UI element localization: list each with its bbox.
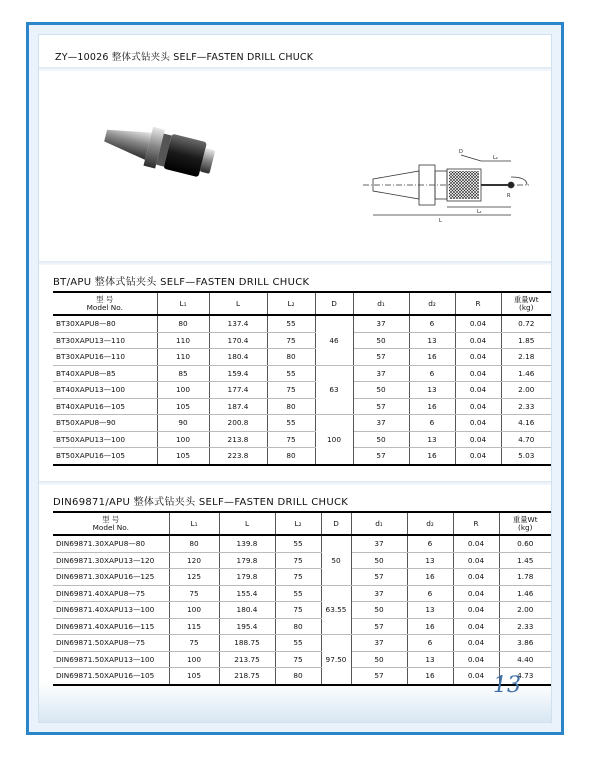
cell-l1: 100 [169, 602, 219, 619]
cell-r: 0.04 [455, 398, 501, 415]
cell-l1: 100 [157, 382, 209, 399]
cell-d2: 16 [409, 448, 455, 465]
cell-weight: 1.45 [499, 552, 551, 569]
cell-model: DIN69871.50XAPU13—100 [53, 651, 169, 668]
cell-d2: 6 [409, 365, 455, 382]
cell-l: 170.4 [209, 332, 267, 349]
cell-d2: 6 [409, 415, 455, 432]
col-header-r: R [455, 292, 501, 315]
col-header-l: L [209, 292, 267, 315]
cell-l: 177.4 [209, 382, 267, 399]
col-header-weight [499, 512, 551, 535]
col-header-l2: L₂ [267, 292, 315, 315]
cell-model: DIN69871.50XAPU16—105 [53, 668, 169, 685]
cell-d1: 57 [351, 569, 407, 586]
cell-l1: 110 [157, 349, 209, 366]
cell-r: 0.04 [455, 349, 501, 366]
table-row [53, 535, 551, 552]
drawing-label-l: L [439, 218, 442, 224]
cell-r: 0.04 [455, 431, 501, 448]
drill-chuck-technical-drawing [361, 141, 531, 231]
cell-d1: 50 [353, 431, 409, 448]
cell-model: BT30XAPU16—110 [53, 349, 157, 366]
cell-r: 0.04 [455, 332, 501, 349]
table-row [53, 602, 551, 619]
col-header-d1: d₁ [351, 512, 407, 535]
col-header-model-cn: 型 号 [102, 514, 120, 524]
cell-d1: 57 [351, 618, 407, 635]
cell-r: 0.04 [453, 552, 499, 569]
cell-d-group: 50 [321, 535, 351, 585]
cell-l: 159.4 [209, 365, 267, 382]
cell-d1: 37 [353, 315, 409, 332]
drawing-label-d: D [459, 149, 463, 155]
cell-r: 0.04 [453, 535, 499, 552]
cell-d1: 57 [353, 398, 409, 415]
drawing-label-r: R [507, 193, 511, 199]
cell-l2: 75 [275, 651, 321, 668]
cell-weight: 0.60 [499, 535, 551, 552]
col-header-weight-unit: (kg) [518, 302, 534, 312]
cell-weight: 0.72 [501, 315, 551, 332]
cell-l2: 75 [275, 602, 321, 619]
cell-l2: 75 [275, 569, 321, 586]
cell-d2: 13 [409, 382, 455, 399]
table-row [53, 332, 551, 349]
cell-l1: 100 [169, 651, 219, 668]
cell-l1: 125 [169, 569, 219, 586]
cell-l2: 80 [267, 448, 315, 465]
cell-d1: 37 [351, 585, 407, 602]
cell-l1: 110 [157, 332, 209, 349]
cell-l: 180.4 [209, 349, 267, 366]
col-header-d2: d₂ [409, 292, 455, 315]
cell-d2: 16 [409, 349, 455, 366]
cell-l: 155.4 [219, 585, 275, 602]
table-row [53, 431, 551, 448]
cell-weight: 2.00 [499, 602, 551, 619]
col-header-d: D [321, 512, 351, 535]
cell-l1: 100 [157, 431, 209, 448]
cell-r: 0.04 [455, 315, 501, 332]
cell-l2: 80 [275, 618, 321, 635]
cell-d2: 13 [407, 651, 453, 668]
col-header-weight [501, 292, 551, 315]
cell-l1: 115 [169, 618, 219, 635]
cell-d1: 37 [351, 535, 407, 552]
table-row [53, 349, 551, 366]
cell-r: 0.04 [453, 602, 499, 619]
cell-d-group: 100 [315, 415, 353, 465]
cell-d2: 16 [407, 668, 453, 685]
cell-model: BT40XAPU13—100 [53, 382, 157, 399]
cell-model: DIN69871.40XAPU8—75 [53, 585, 169, 602]
catalog-title: ZY—10026 整体式钻夹头 SELF—FASTEN DRILL CHUCK [55, 52, 314, 63]
cell-r: 0.04 [455, 415, 501, 432]
cell-d2: 13 [409, 332, 455, 349]
cell-d2: 13 [407, 602, 453, 619]
section-title-bt: BT/APU 整体式钻夹头 SELF—FASTEN DRILL CHUCK [53, 277, 310, 288]
cell-l1: 85 [157, 365, 209, 382]
cell-l2: 55 [275, 535, 321, 552]
table-row [53, 448, 551, 465]
cell-l2: 55 [267, 365, 315, 382]
col-header-l1: L₁ [169, 512, 219, 535]
table-row [53, 365, 551, 382]
cell-model: BT50XAPU16—105 [53, 448, 157, 465]
cell-model: DIN69871.30XAPU16—125 [53, 569, 169, 586]
cell-l: 187.4 [209, 398, 267, 415]
cell-model: BT30XAPU13—110 [53, 332, 157, 349]
din-spec-table [53, 511, 551, 686]
cell-model: BT40XAPU16—105 [53, 398, 157, 415]
cell-l: 218.75 [219, 668, 275, 685]
cell-d2: 16 [407, 618, 453, 635]
cell-l1: 75 [169, 585, 219, 602]
cell-weight: 2.33 [499, 618, 551, 635]
cell-weight: 3.86 [499, 635, 551, 652]
table-row [53, 315, 551, 332]
cell-weight: 4.16 [501, 415, 551, 432]
table-row [53, 415, 551, 432]
cell-l2: 75 [275, 552, 321, 569]
cell-d2: 13 [409, 431, 455, 448]
bottom-gradient-band [39, 682, 551, 722]
cell-r: 0.04 [453, 668, 499, 685]
cell-l: 179.8 [219, 569, 275, 586]
cell-l2: 55 [267, 315, 315, 332]
cell-l2: 55 [275, 635, 321, 652]
cell-r: 0.04 [455, 448, 501, 465]
cell-l1: 105 [157, 398, 209, 415]
cell-model: DIN69871.40XAPU16—115 [53, 618, 169, 635]
cell-weight: 2.00 [501, 382, 551, 399]
col-header-l1: L₁ [157, 292, 209, 315]
cell-l2: 80 [267, 349, 315, 366]
cell-weight: 4.70 [501, 431, 551, 448]
cell-d1: 57 [353, 448, 409, 465]
cell-r: 0.04 [455, 382, 501, 399]
cell-d-group: 46 [315, 315, 353, 365]
cell-weight: 1.78 [499, 569, 551, 586]
cell-l: 195.4 [219, 618, 275, 635]
cell-l: 223.8 [209, 448, 267, 465]
header-divider [39, 67, 551, 71]
cell-r: 0.04 [453, 569, 499, 586]
table-header-row [53, 292, 551, 315]
cell-l2: 80 [267, 398, 315, 415]
cell-l: 139.8 [219, 535, 275, 552]
cell-l2: 55 [267, 415, 315, 432]
cell-r: 0.04 [453, 651, 499, 668]
cell-model: BT50XAPU8—90 [53, 415, 157, 432]
cell-l1: 75 [169, 635, 219, 652]
cell-model: DIN69871.50XAPU8—75 [53, 635, 169, 652]
col-header-weight-unit: (kg) [517, 522, 533, 532]
col-header-model [53, 512, 169, 535]
cell-model: DIN69871.30XAPU13—120 [53, 552, 169, 569]
cell-l1: 80 [157, 315, 209, 332]
table-header-row [53, 512, 551, 535]
col-header-r: R [453, 512, 499, 535]
cell-d2: 6 [407, 635, 453, 652]
table-row [53, 651, 551, 668]
cell-d2: 6 [409, 315, 455, 332]
cell-d-group: 63.55 [321, 585, 351, 635]
col-header-d1: d₁ [353, 292, 409, 315]
cell-l: 213.8 [209, 431, 267, 448]
cell-l: 179.8 [219, 552, 275, 569]
drill-chuck-photo [99, 113, 219, 193]
cell-weight: 4.73 [499, 668, 551, 685]
cell-d2: 13 [407, 552, 453, 569]
cell-model: BT30XAPU8—80 [53, 315, 157, 332]
cell-l2: 75 [267, 332, 315, 349]
cell-l2: 55 [275, 585, 321, 602]
drawing-label-l2: L₂ [493, 155, 498, 161]
col-header-model-en: Model No. [86, 302, 123, 312]
cell-d1: 57 [351, 668, 407, 685]
table-row [53, 635, 551, 652]
section-title-din: DIN69871/APU 整体式钻夹头 SELF—FASTEN DRILL CHUCK [53, 497, 349, 508]
cell-d1: 37 [353, 365, 409, 382]
cell-l2: 75 [267, 382, 315, 399]
cell-weight: 5.03 [501, 448, 551, 465]
cell-l1: 105 [169, 668, 219, 685]
cell-weight: 1.46 [501, 365, 551, 382]
table-row [53, 382, 551, 399]
col-header-weight-cn: 重量Wt [512, 514, 538, 524]
cell-model: DIN69871.30XAPU8—80 [53, 535, 169, 552]
table-row [53, 668, 551, 685]
cell-d-group: 63 [315, 365, 353, 415]
col-header-weight-cn: 重量Wt [513, 294, 539, 304]
cell-weight: 1.46 [499, 585, 551, 602]
cell-l: 188.75 [219, 635, 275, 652]
cell-l: 180.4 [219, 602, 275, 619]
cell-weight: 2.33 [501, 398, 551, 415]
cell-l1: 105 [157, 448, 209, 465]
cell-weight: 4.40 [499, 651, 551, 668]
cell-l: 213.75 [219, 651, 275, 668]
cell-d2: 6 [407, 585, 453, 602]
table-row [53, 398, 551, 415]
cell-l1: 80 [169, 535, 219, 552]
cell-d1: 50 [351, 651, 407, 668]
col-header-d: D [315, 292, 353, 315]
col-header-l: L [219, 512, 275, 535]
cell-r: 0.04 [453, 585, 499, 602]
page-content [38, 34, 552, 723]
section-divider-din [39, 481, 551, 485]
cell-model: BT50XAPU13—100 [53, 431, 157, 448]
cell-l2: 75 [267, 431, 315, 448]
cell-l: 200.8 [209, 415, 267, 432]
cell-model: BT40XAPU8—85 [53, 365, 157, 382]
cell-d1: 37 [351, 635, 407, 652]
col-header-model-cn: 型 号 [96, 294, 114, 304]
cell-d2: 16 [407, 569, 453, 586]
cell-d-group: 97.50 [321, 635, 351, 685]
page-frame [26, 22, 564, 735]
table-row [53, 552, 551, 569]
page-number: 13 [493, 673, 521, 698]
cell-weight: 2.18 [501, 349, 551, 366]
cell-d2: 16 [409, 398, 455, 415]
cell-d1: 50 [353, 382, 409, 399]
cell-r: 0.04 [455, 365, 501, 382]
col-header-l2: L₂ [275, 512, 321, 535]
cell-l2: 80 [275, 668, 321, 685]
section-divider-bt [39, 261, 551, 265]
cell-r: 0.04 [453, 618, 499, 635]
table-row [53, 585, 551, 602]
cell-model: DIN69871.40XAPU13—100 [53, 602, 169, 619]
cell-d1: 50 [351, 552, 407, 569]
cell-d1: 37 [353, 415, 409, 432]
col-header-d2: d₂ [407, 512, 453, 535]
cell-d1: 50 [353, 332, 409, 349]
table-row [53, 569, 551, 586]
cell-weight: 1.85 [501, 332, 551, 349]
table-row [53, 618, 551, 635]
cell-l1: 120 [169, 552, 219, 569]
cell-d1: 57 [353, 349, 409, 366]
cell-d1: 50 [351, 602, 407, 619]
cell-d2: 6 [407, 535, 453, 552]
bt-spec-table [53, 291, 551, 466]
cell-l: 137.4 [209, 315, 267, 332]
col-header-model [53, 292, 157, 315]
cell-l1: 90 [157, 415, 209, 432]
drawing-label-l1: L₁ [477, 209, 482, 215]
col-header-model-en: Model No. [92, 522, 129, 532]
cell-r: 0.04 [453, 635, 499, 652]
